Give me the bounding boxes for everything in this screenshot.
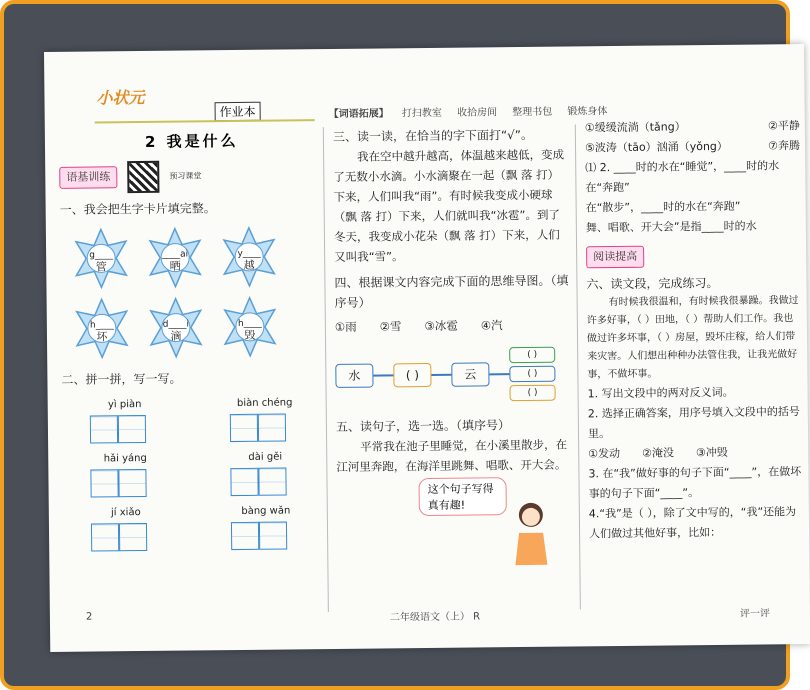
snowflake-card xyxy=(219,296,282,359)
left-column xyxy=(59,159,323,552)
writing-box[interactable] xyxy=(118,469,146,497)
mindmap-node-blank[interactable]: ( ) xyxy=(510,385,556,401)
writing-box[interactable] xyxy=(119,523,147,551)
qr-code-icon[interactable] xyxy=(127,161,159,193)
pinyin-row-1 xyxy=(90,393,322,443)
mindmap-node-cloud: 云 xyxy=(451,362,489,386)
word-pinyin: bàng wǎn xyxy=(241,505,291,517)
pinyin-word xyxy=(231,501,301,550)
mindmap-arrow xyxy=(373,375,393,377)
page-number: 2 xyxy=(85,611,93,623)
column-divider xyxy=(575,124,581,609)
snowflake-row-1 xyxy=(70,225,321,290)
speech-bubble: 这个句子写得真有趣! xyxy=(418,477,506,516)
mindmap-node-blank[interactable]: ( ) xyxy=(393,363,431,387)
sub-question-3: 3. 在“我”做好事的句子下面“____”，在做坏事的句子下面“____”。 xyxy=(588,465,802,501)
pinyin-row-3 xyxy=(91,501,323,551)
writing-box[interactable] xyxy=(259,521,287,549)
mindmap-node-blank[interactable]: ( ) xyxy=(509,347,555,363)
qr-label: 预习课堂 xyxy=(169,171,202,181)
header-rule xyxy=(95,119,315,123)
word-option-row xyxy=(585,116,800,138)
snowflake-card xyxy=(71,297,134,360)
girl-icon xyxy=(511,499,552,569)
sub-question-4: 4.“我”是（ ），除了文中写的，“我”还能为人们做过其他好事，比如： xyxy=(588,505,797,541)
fill-line: 在“散步”，____时的水在“奔跑” xyxy=(585,199,741,215)
sub-question-2: 2. 选择正确答案，用序号填入文段中的括号里。 xyxy=(587,405,800,441)
column-divider xyxy=(323,127,329,612)
snowflake-pinyin: d____i xyxy=(162,319,190,330)
question-2: 二、拼一拼，写一写。 xyxy=(61,371,182,387)
word-pinyin: biàn chéng xyxy=(236,397,293,409)
sub-question-2-options: ①发动 ②淹没 ③冲毁 xyxy=(588,445,728,461)
section-tag-reading: 阅读提高 xyxy=(586,246,644,269)
word-expansion-item: 收拾房间 xyxy=(456,107,498,119)
lesson-title: 2 我是什么 xyxy=(144,131,239,151)
sub-question-1: 1. 写出文段中的两对反义词。 xyxy=(587,385,734,401)
writing-box[interactable] xyxy=(90,469,118,497)
snowflake-pinyin: ____ai xyxy=(162,249,189,260)
word-pinyin: hǎi yáng xyxy=(103,452,147,465)
question-6: 六、读文段，完成练习。 xyxy=(586,275,719,292)
pinyin-word xyxy=(230,393,300,442)
fill-line: 舞、唱歌、开大会”是指____时的水 xyxy=(585,219,757,235)
word-expansion-tag: 【词语拓展】 xyxy=(328,108,389,121)
question-3: 三、读一读，在恰当的字下面打“√”。 xyxy=(332,127,534,144)
snowflake-char: 坏 xyxy=(96,330,108,344)
mindmap-arrow xyxy=(489,373,509,375)
right-column xyxy=(585,116,804,544)
writing-box[interactable] xyxy=(230,414,258,442)
word-option-row xyxy=(585,136,800,158)
writing-box[interactable] xyxy=(258,413,286,441)
word-expansion-item: 整理书包 xyxy=(512,106,553,119)
writing-box[interactable] xyxy=(258,467,286,495)
writing-box[interactable] xyxy=(90,415,118,443)
passage-3: 有时候我很温和，有时候我很暴躁。我做过许多好事，（ ）田地，（ ）帮助人们工作。我也做过许多坏事，（ ）房屋，毁坏庄稼，给人们带来灾害。人们想出种种办法管住我，让我光做好事，不做坏事。 xyxy=(586,295,799,381)
word-option: ①缓缓流淌（tǎng） xyxy=(584,120,686,135)
girl-illustration xyxy=(511,499,552,569)
workbook-page xyxy=(44,44,810,652)
word-expansion xyxy=(329,102,620,120)
section-tag-basics: 语基训练 xyxy=(59,166,117,189)
fill-line: ⑴ 2. ____时的水在“睡觉”，____时的水在“奔跑” xyxy=(585,159,780,195)
passage-2: 平常我在池子里睡觉，在小溪里散步，在江河里奔跑，在海洋里跳舞、唱歌、开大会。 xyxy=(336,437,568,474)
snowflake-pinyin: h____ xyxy=(89,320,114,331)
middle-column xyxy=(333,119,572,477)
snowflake-char: 毁 xyxy=(244,328,256,342)
mindmap xyxy=(335,347,571,403)
pinyin-word xyxy=(91,503,161,552)
pinyin-word xyxy=(230,447,300,496)
writing-box[interactable] xyxy=(230,468,258,496)
mindmap-node-blank[interactable]: ( ) xyxy=(509,366,555,382)
snowflake-char: 管 xyxy=(95,260,107,274)
snowflake-pinyin: y____ xyxy=(237,248,261,259)
snowflake-row-2 xyxy=(71,295,322,360)
word-option: ⑦奔腾 xyxy=(768,139,801,153)
writing-box[interactable] xyxy=(118,415,146,443)
word-pinyin: yì piàn xyxy=(107,398,142,411)
snowflake-char: 滴 xyxy=(170,329,182,343)
snowflake-char: 晒 xyxy=(169,259,181,273)
word-pinyin: jí xiǎo xyxy=(110,507,141,519)
mindmap-arrow xyxy=(431,374,451,376)
writing-box[interactable] xyxy=(91,523,119,551)
snowflake-char: 越 xyxy=(243,258,255,272)
brand-badge: 作业本 xyxy=(215,102,261,121)
word-option: ⑤波涛（tāo）汹涌（yǒng） xyxy=(584,139,728,155)
brand-logo: 小状元 xyxy=(96,87,145,108)
snowflake-pinyin: h____ xyxy=(237,318,262,329)
mindmap-node-water: 水 xyxy=(335,364,373,388)
question-1: 一、我会把生字卡片填完整。 xyxy=(59,201,216,217)
pinyin-word xyxy=(90,395,160,444)
mindmap-branches xyxy=(509,347,556,401)
question-5: 五、读句子，选一选。（填序号） xyxy=(335,418,511,434)
pinyin-word xyxy=(90,449,160,498)
word-expansion-item: 锻炼身体 xyxy=(567,106,608,118)
mindmap-options: ①雨 ②雪 ③冰雹 ④汽 xyxy=(334,318,503,334)
pinyin-row-2 xyxy=(90,447,322,497)
writing-box[interactable] xyxy=(231,522,259,550)
word-option: ②平静 xyxy=(767,119,800,133)
snowflake-card xyxy=(145,296,208,359)
word-expansion-item: 打扫教室 xyxy=(401,107,442,120)
question-4: 四、根据课文内容完成下面的思维导图。（填序号） xyxy=(334,273,569,310)
snowflake-card xyxy=(70,227,133,290)
snowflake-pinyin: g____ xyxy=(89,250,114,261)
snowflake-card xyxy=(144,226,207,289)
grade-footer: 二年级语文（上） R xyxy=(389,611,481,624)
snowflake-card xyxy=(218,226,281,289)
passage-1: 我在空中越升越高，体温越来越低，变成了无数小水滴。小水滴聚在一起（飘 落 打）下来，人们叫我“雨”。有时候我变成小硬球（飘 落 打）下来，人们就叫我“冰雹”。到了冬天，我变成小花朵（飘 落 打）下来，人们又叫我“雪”。 xyxy=(333,147,565,264)
evaluate-footer: 评一评 xyxy=(739,608,770,620)
word-pinyin: dài gěi xyxy=(248,451,283,463)
